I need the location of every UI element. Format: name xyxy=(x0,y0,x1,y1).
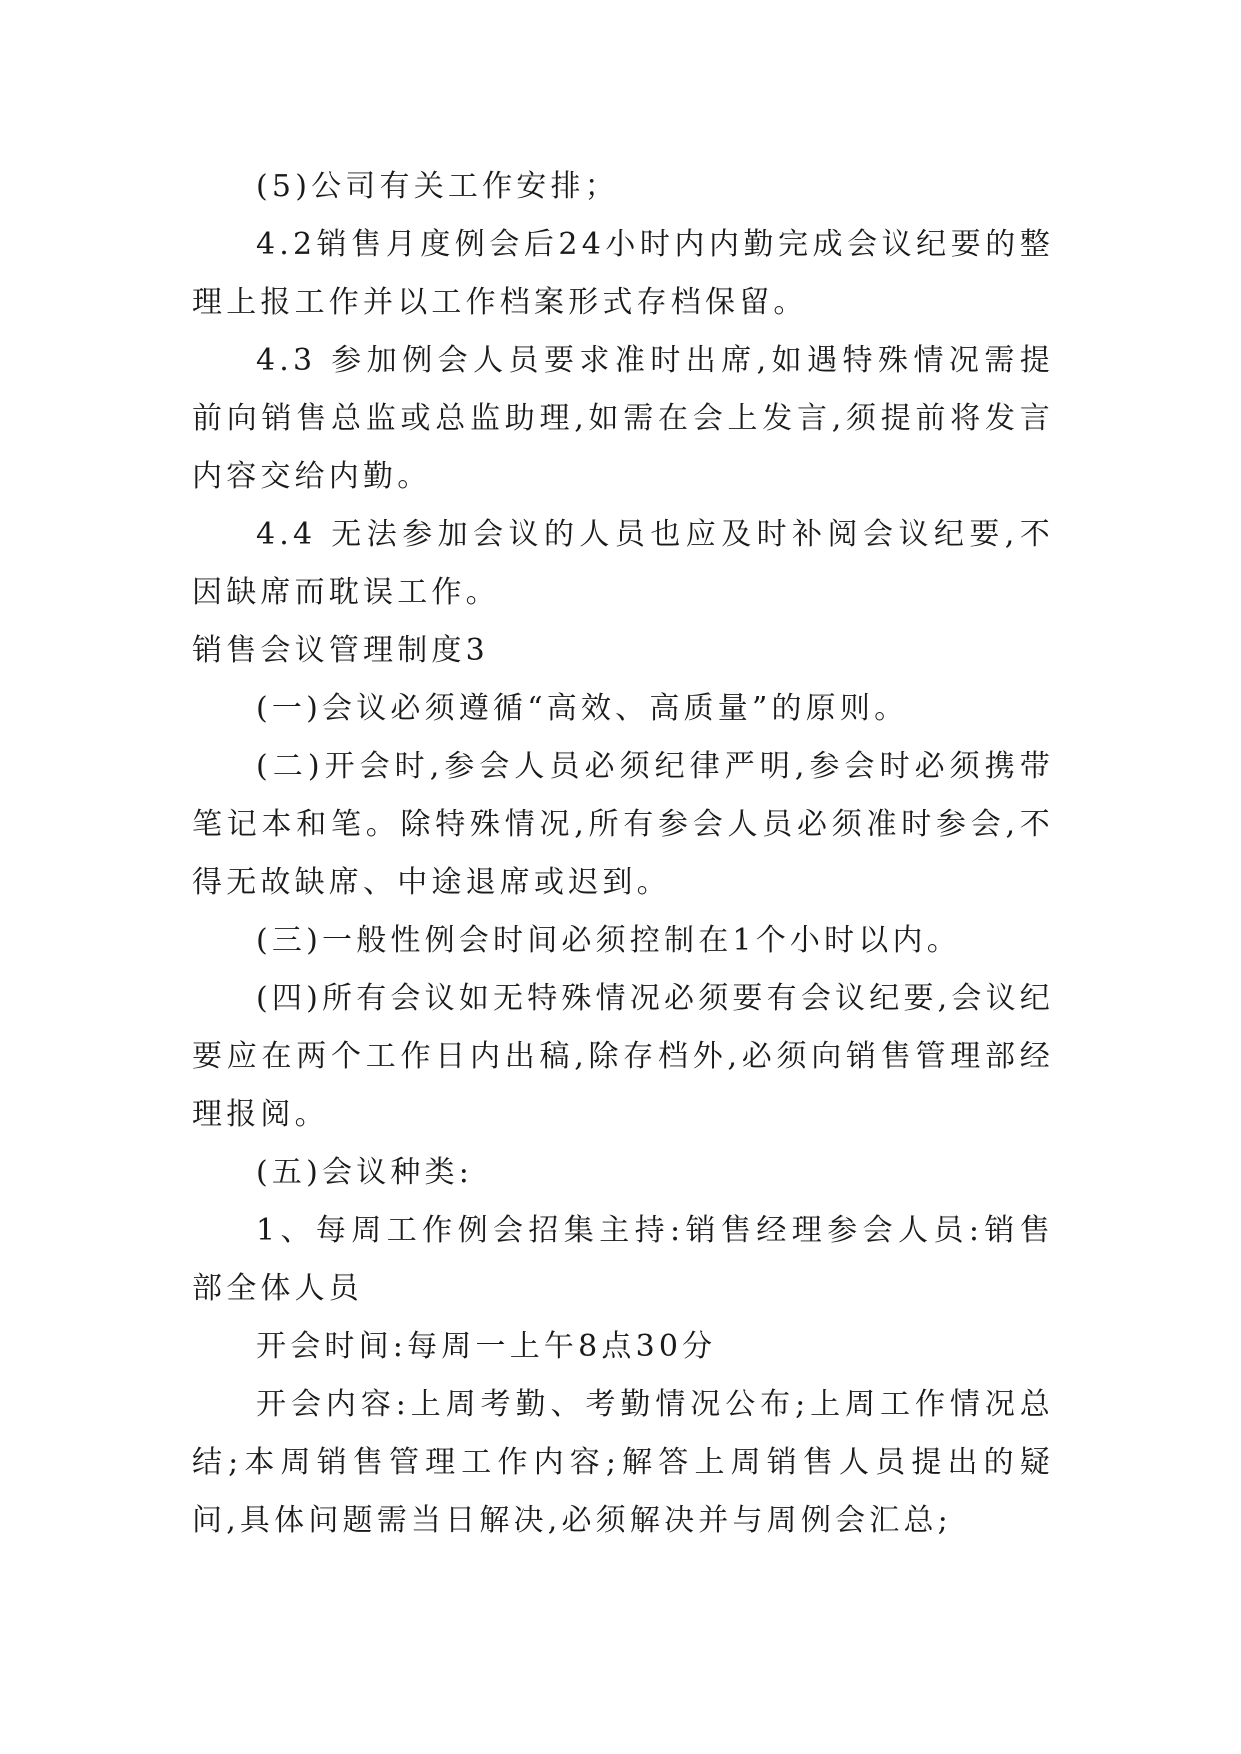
paragraph-four: (四)所有会议如无特殊情况必须要有会议纪要,会议纪要应在两个工作日内出稿,除存档外,必须向销售管理部经理报阅。 xyxy=(192,981,1054,1132)
paragraph-two: (二)开会时,参会人员必须纪律严明,参会时必须携带笔记本和笔。除特殊情况,所有参会人员必须准时参会,不得无故缺席、中途退席或迟到。 xyxy=(192,749,1054,900)
paragraph-item-5: (5)公司有关工作安排； xyxy=(256,169,619,204)
paragraph-4-2: 4.2销售月度例会后24小时内内勤完成会议纪要的整理上报工作并以工作档案形式存档保留。 xyxy=(192,227,1054,320)
paragraph-weekly-meeting: 1、每周工作例会招集主持:销售经理参会人员:销售部全体人员 xyxy=(192,1213,1054,1306)
paragraph-five: (五)会议种类: xyxy=(256,1155,474,1190)
paragraph-three: (三)一般性例会时间必须控制在1个小时以内。 xyxy=(256,923,961,958)
paragraph-one: (一)会议必须遵循“高效、高质量”的原则。 xyxy=(256,691,909,726)
paragraph-meeting-time: 开会时间:每周一上午8点30分 xyxy=(256,1329,717,1364)
paragraph-meeting-content: 开会内容:上周考勤、考勤情况公布;上周工作情况总结;本周销售管理工作内容;解答上周销售人员提出的疑问,具体问题需当日解决,必须解决并与周例会汇总; xyxy=(192,1387,1054,1538)
paragraph-4-4: 4.4 无法参加会议的人员也应及时补阅会议纪要,不因缺席而耽误工作。 xyxy=(192,517,1054,610)
section-title: 销售会议管理制度3 xyxy=(192,633,489,668)
document-body xyxy=(192,158,1054,1550)
paragraph-4-3: 4.3 参加例会人员要求准时出席,如遇特殊情况需提前向销售总监或总监助理,如需在会上发言,须提前将发言内容交给内勤。 xyxy=(192,343,1054,494)
